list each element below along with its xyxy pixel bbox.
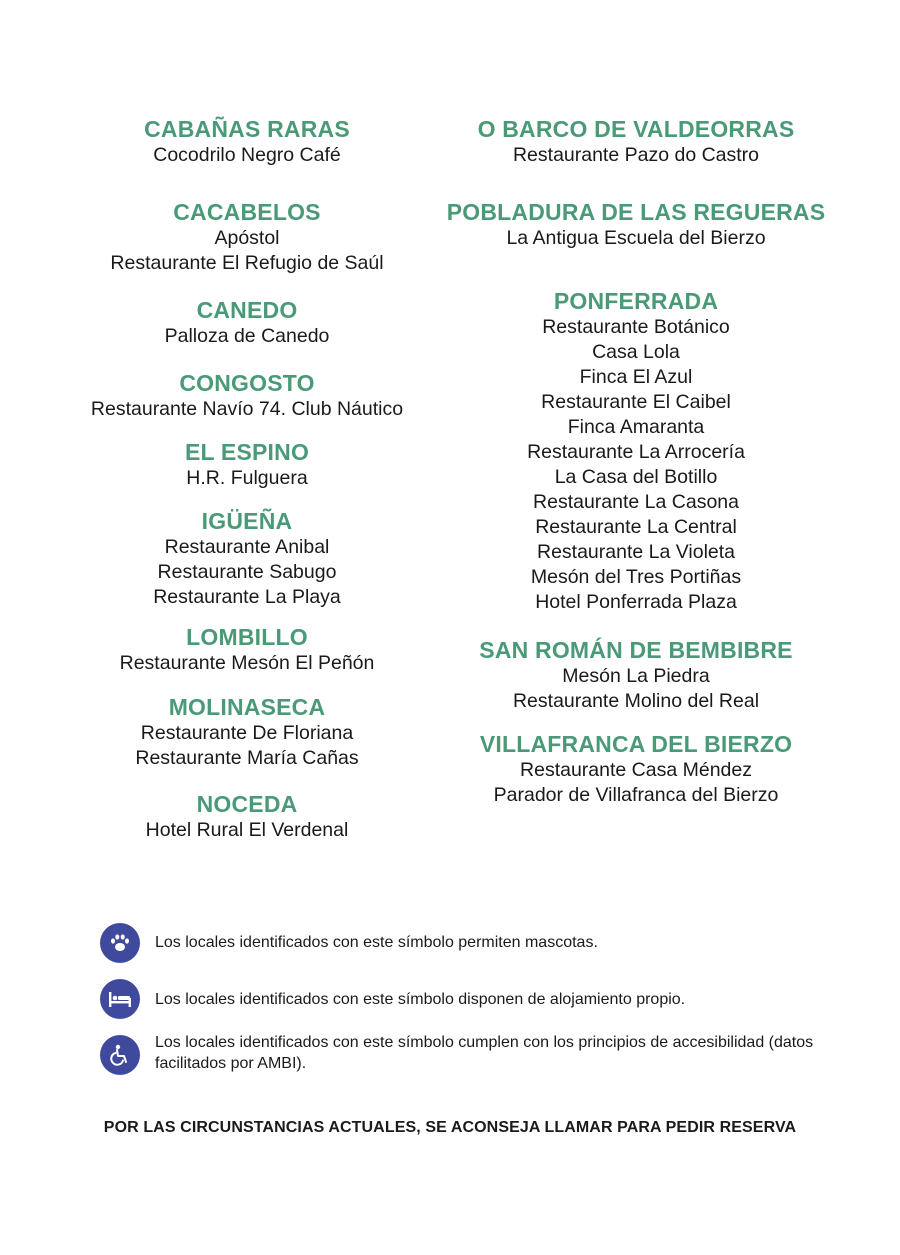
venue-name: Restaurante El Caibel (541, 391, 731, 413)
venue-name: Parador de Villafranca del Bierzo (493, 784, 779, 806)
venue-name: Restaurante La Violeta (536, 541, 736, 563)
venue-name: Restaurante La Playa (153, 586, 341, 608)
venue-name: Finca El Azul (579, 366, 693, 388)
town-block (72, 624, 422, 676)
bed-icon (100, 979, 140, 1019)
venue-name: Palloza de Canedo (164, 325, 330, 347)
town-name: VILLAFRANCA DEL BIERZO (479, 731, 793, 757)
town-block (446, 116, 826, 168)
legend-text: Los locales identificados con este símbolo cumplen con los principios de accesibilidad (datos facilitados por AMBI). (155, 1034, 814, 1072)
venue-name: Apóstol (214, 227, 280, 249)
town-name: CABAÑAS RARAS (144, 116, 350, 142)
town-name: LOMBILLO (186, 624, 308, 650)
legend-text: Los locales identificados con este símbolo permiten mascotas. (155, 934, 598, 951)
legend-text: Los locales identificados con este símbolo disponen de alojamiento propio. (155, 991, 686, 1008)
venue-name: Mesón La Piedra (562, 665, 710, 687)
town-block (72, 297, 422, 349)
town-block (72, 199, 422, 276)
reservation-notice: POR LAS CIRCUNSTANCIAS ACTUALES, SE ACONSEJA LLAMAR PARA PEDIR RESERVA (103, 1119, 797, 1136)
town-name: CACABELOS (173, 199, 321, 225)
town-name: SAN ROMÁN DE BEMBIBRE (479, 637, 793, 663)
town-block (72, 439, 422, 491)
town-block (72, 116, 422, 168)
town-block (72, 694, 422, 771)
town-block (72, 370, 422, 422)
town-name: IGÜEÑA (201, 508, 293, 534)
venue-name: Restaurante Sabugo (157, 561, 337, 583)
venue-name: Restaurante Casa Méndez (520, 759, 752, 781)
venue-name: Hotel Ponferrada Plaza (535, 591, 737, 613)
venue-name: La Antigua Escuela del Bierzo (506, 227, 766, 249)
paw-icon (100, 923, 140, 963)
venue-name: Restaurante La Casona (533, 491, 739, 513)
venue-name: Restaurante La Central (535, 516, 737, 538)
venue-name: Restaurante La Arrocería (527, 441, 745, 463)
town-block (72, 508, 422, 610)
venue-name: La Casa del Botillo (554, 466, 718, 488)
venue-name: Finca Amaranta (567, 416, 705, 438)
town-name: NOCEDA (196, 791, 298, 817)
venue-name: Restaurante Anibal (164, 536, 330, 558)
legend-item-lodging (100, 979, 830, 1019)
venue-name: Restaurante Botánico (542, 316, 730, 338)
venue-name: Restaurante Pazo do Castro (512, 144, 760, 166)
legend-item-accessibility (100, 1035, 830, 1075)
venue-name: Casa Lola (592, 341, 680, 363)
town-block (446, 731, 826, 808)
town-name: POBLADURA DE LAS REGUERAS (446, 199, 826, 225)
venue-name: Restaurante Mesón El Peñón (119, 652, 375, 674)
venue-name: Hotel Rural El Verdenal (145, 819, 349, 841)
town-block (446, 637, 826, 714)
venue-name: Restaurante María Cañas (135, 747, 359, 769)
venue-name: Restaurante El Refugio de Saúl (110, 252, 384, 274)
town-name: CONGOSTO (179, 370, 315, 396)
town-name: CANEDO (196, 297, 298, 323)
venue-name: Mesón del Tres Portiñas (530, 566, 742, 588)
town-block (72, 791, 422, 843)
wheelchair-icon (100, 1035, 140, 1075)
legend-item-pets (100, 923, 830, 963)
venue-name: Cocodrilo Negro Café (153, 144, 341, 166)
town-block (446, 288, 826, 615)
town-block (446, 199, 826, 251)
town-name: O BARCO DE VALDEORRAS (477, 116, 795, 142)
venue-name: Restaurante De Floriana (140, 722, 354, 744)
town-name: PONFERRADA (553, 288, 719, 314)
venue-name: Restaurante Navío 74. Club Náutico (90, 398, 404, 420)
town-name: MOLINASECA (168, 694, 326, 720)
venue-name: Restaurante Molino del Real (512, 690, 760, 712)
town-name: EL ESPINO (184, 439, 310, 465)
venue-name: H.R. Fulguera (186, 467, 308, 489)
